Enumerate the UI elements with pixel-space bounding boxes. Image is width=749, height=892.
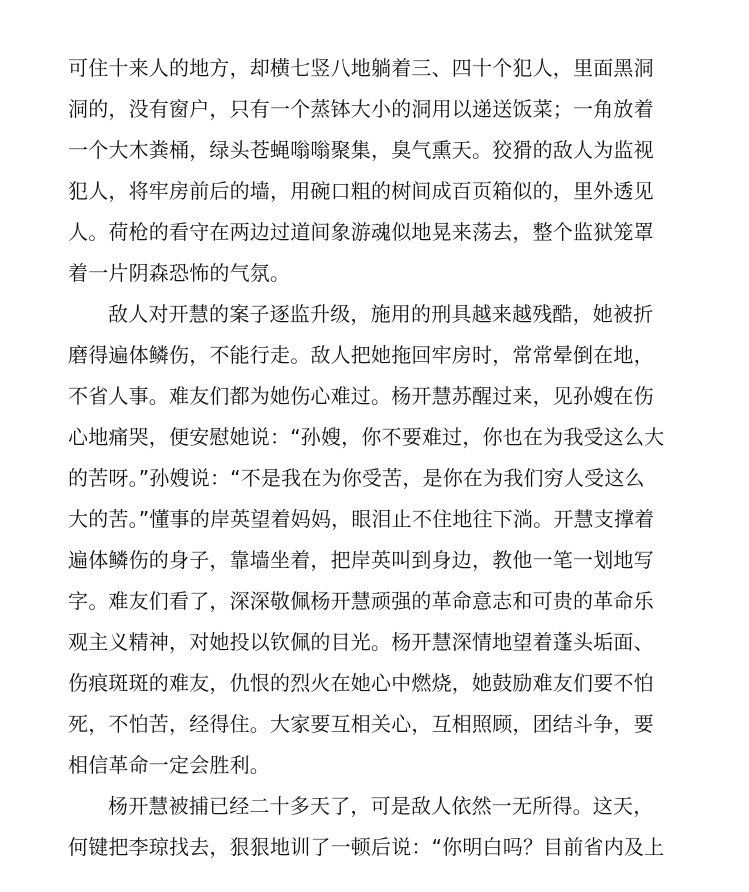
text-line: 伤痕斑斑的难友，仇恨的烈火在她心中燃烧，她鼓励难友们要不怕 [68,671,654,695]
text-line: 着一片阴森恐怖的气氛。 [68,261,291,285]
text-line: 何键把李琼找去，狠狠地训了一顿后说：“你明白吗？目前省内及上 [68,835,665,859]
text-line: 磨得遍体鳞伤，不能行走。敌人把她拖回牢房时，常常晕倒在地， [68,343,654,367]
text-line: 一个大木粪桶，绿头苍蝇嗡嗡聚集，臭气熏天。狡猾的敌人为监视 [68,138,654,162]
paragraph-first-line: 敌人对开慧的案子逐监升级，施用的刑具越来越残酷，她被折 [108,302,654,326]
text-line: 的苦呀。”孙嫂说：“不是我在为你受苦，是你在为我们穷人受这么 [68,466,645,490]
text-line: 洞的，没有窗户，只有一个蒸钵大小的洞用以递送饭菜；一角放着 [68,97,654,121]
text-line: 可住十来人的地方，却横七竖八地躺着三、四十个犯人，里面黑洞 [68,56,654,80]
paragraph-first-line: 杨开慧被捕已经二十多天了，可是敌人依然一无所得。这天， [108,794,654,818]
text-line: 不省人事。难友们都为她伤心难过。杨开慧苏醒过来，见孙嫂在伤 [68,384,654,408]
text-line: 心地痛哭，便安慰她说：“孙嫂，你不要难过，你也在为我受这么大 [68,425,665,449]
text-line: 大的苦。”懂事的岸英望着妈妈，眼泪止不住地往下淌。开慧支撑着 [68,507,655,531]
text-line: 遍体鳞伤的身子，靠墙坐着，把岸英叫到身边，教他一笔一划地写 [68,548,654,572]
text-line: 观主义精神，对她投以钦佩的目光。杨开慧深情地望着蓬头垢面、 [68,630,654,654]
text-line: 人。荷枪的看守在两边过道间象游魂似地晃来荡去，整个监狱笼罩 [68,220,654,244]
text-line: 字。难友们看了，深深敬佩杨开慧顽强的革命意志和可贵的革命乐 [68,589,654,613]
text-line: 死，不怕苦，经得住。大家要互相关心，互相照顾，团结斗争，要 [68,712,654,736]
text-line: 犯人，将牢房前后的墙，用碗口粗的树间成百页箱似的，里外透见 [68,179,654,203]
text-line: 相信革命一定会胜利。 [68,753,270,777]
